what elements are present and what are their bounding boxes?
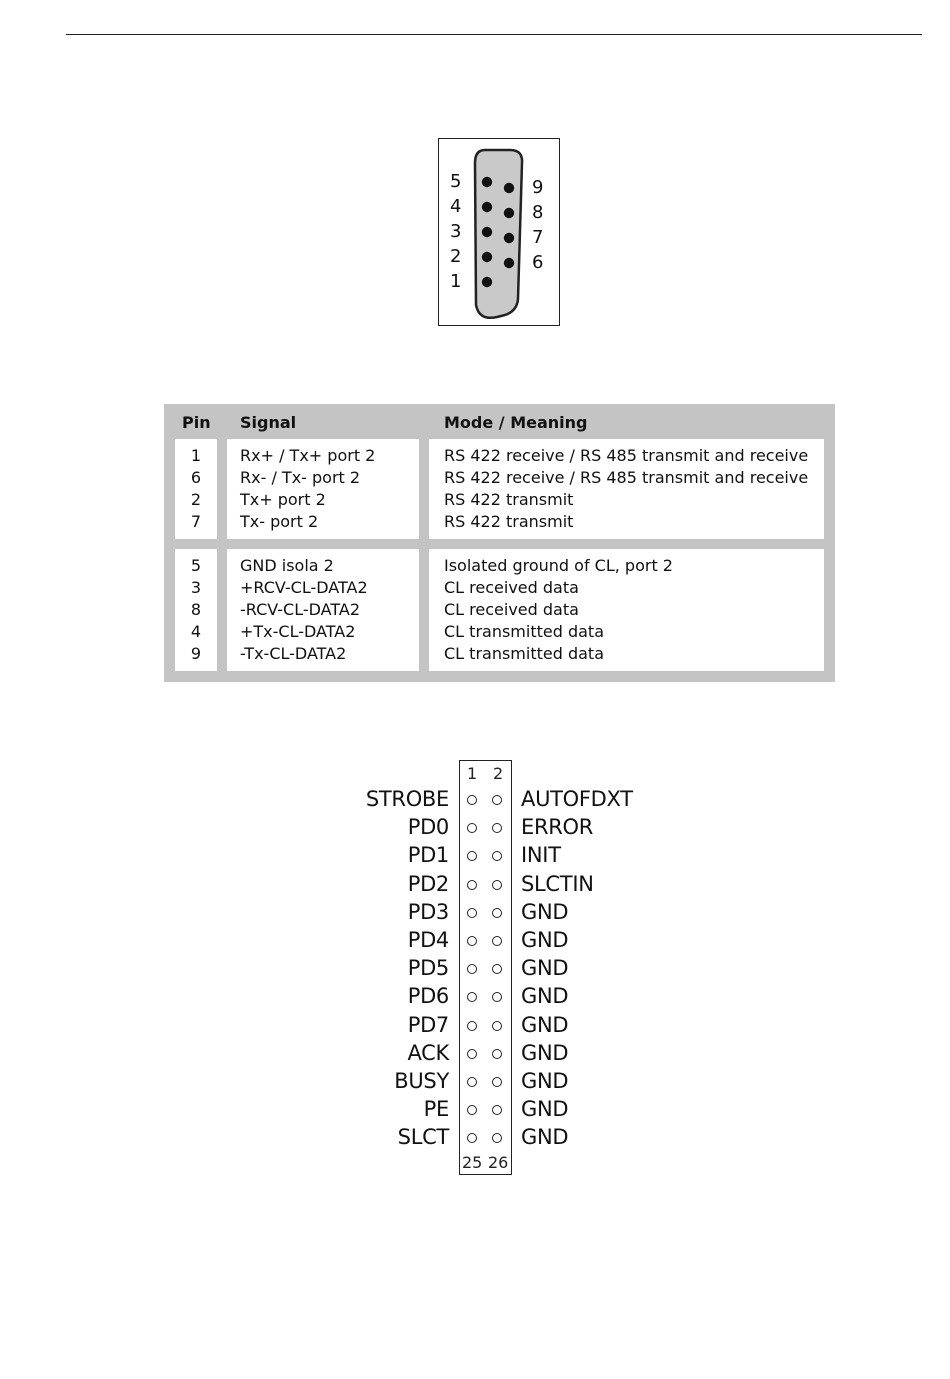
- header-pin-even: [492, 880, 502, 890]
- header-bottom-number: 26: [488, 1153, 509, 1172]
- table-cell-meaning: RS 422 transmit: [444, 490, 574, 509]
- header-pin-odd: [467, 880, 477, 890]
- header-pin-even: [492, 1049, 502, 1059]
- group2-pin-cell: [175, 549, 217, 671]
- header-pin-odd: [467, 936, 477, 946]
- table-cell-pin: 5: [190, 556, 202, 575]
- header-pin-odd: [467, 1049, 477, 1059]
- header-left-signal-label: PE: [423, 1097, 449, 1122]
- group1-pin-cell: [175, 439, 217, 539]
- header-left-signal-label: PD0: [407, 815, 449, 840]
- db9-pin-hole: [482, 277, 492, 287]
- header-left-signal-label: PD6: [407, 984, 449, 1009]
- table-cell-signal: +Tx-CL-DATA2: [240, 622, 356, 641]
- header-right-signal-label: GND: [521, 956, 569, 981]
- table-cell-meaning: CL received data: [444, 578, 579, 597]
- header-pin-odd: [467, 1077, 477, 1087]
- header-rule: [66, 34, 922, 35]
- header-pin-even: [492, 1021, 502, 1031]
- db9-pin-number: 6: [532, 252, 544, 273]
- db9-pin-number: 3: [450, 221, 462, 242]
- header-left-signal-label: STROBE: [365, 787, 449, 811]
- table-cell-meaning: RS 422 receive / RS 485 transmit and receive: [444, 446, 809, 465]
- header-signal: Signal: [240, 413, 297, 432]
- table-cell-signal: -Tx-CL-DATA2: [240, 644, 347, 663]
- header-right-signal-label: GND: [521, 1125, 569, 1150]
- header-right-signal-label: GND: [521, 928, 569, 952]
- header-right-signal-label: GND: [521, 1012, 569, 1037]
- table-cell-signal: -RCV-CL-DATA2: [240, 600, 361, 619]
- db9-pin-hole: [482, 202, 492, 212]
- db9-pin-number: 4: [450, 196, 462, 217]
- header-pin: Pin: [182, 413, 211, 432]
- header-top-number: 2: [493, 764, 504, 783]
- group1-meaning-cell: [429, 439, 824, 539]
- header-pin-even: [492, 795, 502, 805]
- db9-pin-hole: [482, 177, 492, 187]
- table-cell-signal: Tx+ port 2: [240, 490, 326, 509]
- db9-pin-number: 1: [450, 271, 462, 292]
- table-cell-pin: 4: [190, 622, 202, 641]
- db9-pin-number: 9: [532, 177, 544, 198]
- table-cell-meaning: CL received data: [444, 600, 579, 619]
- table-cell-meaning: Isolated ground of CL, port 2: [444, 556, 673, 575]
- table-cell-meaning: RS 422 receive / RS 485 transmit and receive: [444, 468, 809, 487]
- table-cell-meaning: CL transmitted data: [444, 622, 605, 641]
- group1-signal-cell: [227, 439, 419, 539]
- table-cell-pin: 6: [190, 468, 202, 487]
- table-cell-pin: 9: [190, 644, 202, 663]
- header-left-signal-label: PD4: [407, 928, 449, 952]
- table-cell-pin: 2: [190, 490, 202, 509]
- group2-signal-cell: [227, 549, 419, 671]
- db9-pin-number: 8: [532, 202, 544, 223]
- header-pin-odd: [467, 1021, 477, 1031]
- header-pin-odd: [467, 908, 477, 918]
- header-left-signal-label: PD5: [407, 956, 449, 981]
- db9-pin-hole: [504, 233, 514, 243]
- header-pin-even: [492, 908, 502, 918]
- header-left-signal-label: BUSY: [394, 1069, 449, 1093]
- header-right-signal-label: AUTOFDXT: [521, 787, 633, 811]
- table-cell-meaning: RS 422 transmit: [444, 512, 574, 531]
- header-left-signal-label: PD7: [407, 1012, 449, 1037]
- header-pin-odd: [467, 795, 477, 805]
- header-right-signal-label: GND: [521, 1097, 569, 1122]
- table-cell-signal: +RCV-CL-DATA2: [240, 578, 368, 597]
- table-cell-pin: 7: [190, 512, 202, 531]
- db9-pin-number: 2: [450, 246, 462, 267]
- db9-pin-number: 5: [450, 171, 462, 192]
- header-meaning: Mode / Meaning: [444, 413, 588, 432]
- header-right-signal-label: INIT: [521, 843, 561, 868]
- header-pin-even: [492, 936, 502, 946]
- header-right-signal-label: GND: [521, 984, 569, 1009]
- table-cell-signal: GND isola 2: [240, 556, 334, 575]
- table-cell-signal: Rx+ / Tx+ port 2: [240, 446, 376, 465]
- table-cell-signal: Tx- port 2: [240, 512, 319, 531]
- db9-connector-diagram: [438, 138, 560, 326]
- group2-meaning-cell: [429, 549, 824, 671]
- header-left-signal-label: SLCT: [397, 1125, 449, 1150]
- db9-pin-hole: [504, 208, 514, 218]
- header-left-signal-label: PD1: [407, 843, 449, 868]
- table-cell-pin: 8: [190, 600, 202, 619]
- header-pin-even: [492, 1077, 502, 1087]
- db9-pin-hole: [482, 227, 492, 237]
- header-bottom-number: 25: [462, 1153, 483, 1172]
- header-left-signal-label: PD3: [407, 899, 449, 924]
- db9-pin-hole: [482, 252, 492, 262]
- table-cell-pin: 3: [190, 578, 202, 597]
- header-left-signal-label: ACK: [407, 1040, 449, 1065]
- table-cell-meaning: CL transmitted data: [444, 644, 605, 663]
- header-right-signal-label: GND: [521, 1069, 569, 1093]
- header-right-signal-label: SLCTIN: [521, 871, 594, 896]
- header-right-signal-label: GND: [521, 899, 569, 924]
- header-top-number: 1: [467, 764, 478, 783]
- db9-pin-hole: [504, 183, 514, 193]
- table-cell-signal: Rx- / Tx- port 2: [240, 468, 361, 487]
- db9-pin-number: 7: [532, 227, 544, 248]
- header-right-signal-label: GND: [521, 1040, 569, 1065]
- header-right-signal-label: ERROR: [521, 815, 594, 840]
- db9-pin-hole: [504, 258, 514, 268]
- table-cell-pin: 1: [190, 446, 202, 465]
- header-left-signal-label: PD2: [407, 871, 449, 896]
- pin-assignment-table: [164, 404, 835, 682]
